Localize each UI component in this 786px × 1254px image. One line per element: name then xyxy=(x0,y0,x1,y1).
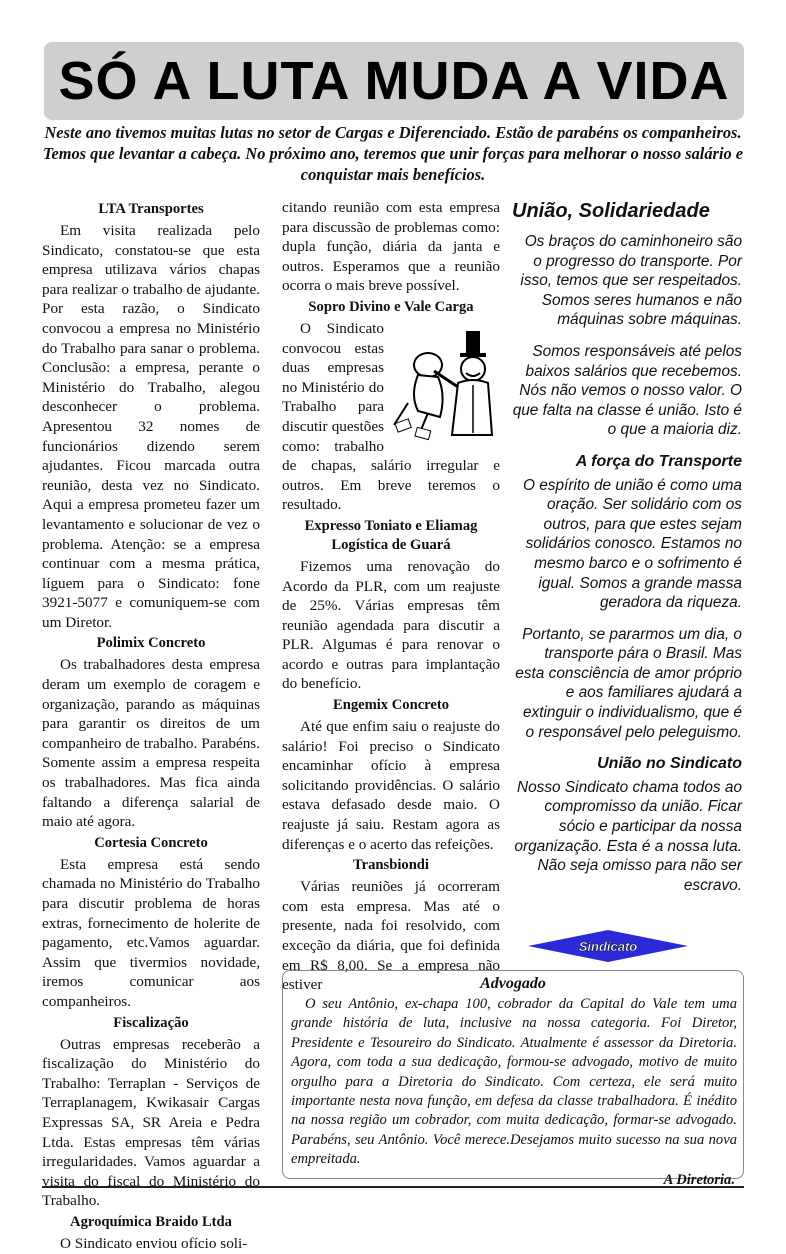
article-text-transbiondi: Várias reuniões já ocorreram com esta empresa. Mas até o presente, nada foi resolvido, com exceção da diária, que foi definida em R$ 8,00. Se a empresa não estiver xyxy=(282,878,500,994)
article-text-cortesia: Esta empresa está sendo chamada no Ministério do Trabalho para discutir problema de horas extras, fornecimento de holerite de pagamento, etc.Vamos aguardar. Assim que tivermios novidade, iremos comunicar aos companheiros. xyxy=(42,855,260,1010)
article-title-agroquimica: Agroquímica Braido Ltda xyxy=(70,1213,232,1230)
article-text-lta: Em visita realizada pelo Sindicato, constatou-se que esta empresa utilizava vários chapas para realizar o trabalho de ajudante. Por esta razão, o Sindicato convocou a empresa no Ministério do Trabalho para sanar o problema. Conclusão: a empresa, perante o Ministério do Trabalho, alegou desconhecer o problema. Apresentou 32 nomes de funcionários dizendo serem ajudantes. Ficou marcada outra reunião, desta vez no Sindicato. Aqui a empresa prometeu fazer um levantamento e solucionar de vez o problema. Atenção: se a empresa continuar com a mesma prática, líguem para o Sindicato: fone 3921-5077 e comuniquem-se com um Diretor. xyxy=(42,222,260,631)
sidebar-paragraph-2: Somos responsáveis até pelos baixos salários que recebemos. Nós não vemos o nosso valor. O que falta na classe é união. Isto é o que a maioria diz. xyxy=(512,342,742,439)
headline: SÓ A LUTA MUDA A VIDA xyxy=(58,51,730,111)
column-1 xyxy=(42,198,260,1254)
lawyer-signature: A Diretoria. xyxy=(663,1171,735,1188)
badge-label: Sindicato xyxy=(578,939,638,954)
sidebar-paragraph-5: Nosso Sindicato chama todos ao compromisso da união. Ficar sócio e participar da nossa organização. Esta é a nossa luta. Não seja omisso para não ser escravo. xyxy=(514,778,742,894)
article-text-fiscalizacao: Outras empresas receberão a fiscalização do Ministério do Trabalho: Terraplan - Serviços de Terraplanagem, Kwikasair Cargas Expressas SA, SR Areia e Pedra Ltda. Estas empresas têm várias irregularidades. Vamos aguardar a visita do fiscal do Ministério do Trabalho. xyxy=(42,1035,260,1210)
lawyer-title: Advogado xyxy=(480,975,546,992)
article-title-sopro: Sopro Divino e Vale Carga xyxy=(308,298,474,315)
sidebar-heading-forca: A força do Transporte xyxy=(575,452,742,470)
article-title-engemix: Engemix Concreto xyxy=(332,697,450,714)
article-title-polimix: Polimix Concreto xyxy=(96,635,206,652)
lawyer-box xyxy=(282,970,744,1188)
article-text-agroquimica-continued: citando reunião com esta empresa para discussão de problemas como: dupla função, diária da janta e outros. Esperamos que a reunião ocorra o mais breve possível. xyxy=(282,199,500,295)
article-text-sopro: O Sindicato convocou estas duas empresas no Ministério do Trabalho para discutir questões como: trabalho de chapas, salário irregular e outros. Em breve teremos o resultado. xyxy=(282,319,500,514)
article-title-transbiondi: Transbiondi xyxy=(353,857,429,874)
bottom-divider xyxy=(42,1186,744,1188)
article-title-lta: LTA Transportes xyxy=(98,201,204,217)
article-text-polimix: Os trabalhadores desta empresa deram um exemplo de coragem e organização, parando as máquinas para garantir os direitos de um companheiro de trabalho. Parabéns. Somente assim a empresa respeita os trabalhadores. Mas fica ainda faltando a diferença salarial de maio até agora. xyxy=(42,656,260,831)
article-text-toniato: Fizemos uma renovação do Acordo da PLR, com um reajuste de 25%. Várias empresas têm reunião agendada para discutir a PLR. Algumas é para renovar o acordo e outras para implantação do benefício. xyxy=(282,557,500,693)
article-text-agroquimica-start: O Sindicato enviou ofício soli- xyxy=(60,1234,248,1252)
cartoon-illustration xyxy=(388,325,500,445)
sidebar-paragraph-1: Os braços do caminhoneiro são o progresso do transporte. Por isso, temos que ser respeitados. Somos seres humanos e não máquinas sobre máquinas. xyxy=(520,233,742,329)
lawyer-text: O seu Antônio, ex-chapa 100, cobrador da Capital do Vale tem uma grande história de luta, inclusive na nossa categoria. Foi Diretor, Presidente e Tesoureiro do Sindicato. Atualmente é assessor da Diretoria. Agora, com toda a sua dedicação, formou-se advogado, motivo de muito orgulho para a Diretoria do Sindicato. Com certeza, ele será muito importante nesta nova função, em defesa da classe trabalhadora. É inédito na nossa região um cobrador, com muita dedicação, formar-se advogado. Parabéns, seu Antônio. Você merece.Desejamos muito sucesso na sua nova empreitada. xyxy=(291,996,737,1168)
article-title-cortesia: Cortesia Concreto xyxy=(94,834,208,851)
sindicato-badge xyxy=(528,928,688,964)
article-title-toniato: Expresso Toniato e Eliamag Logística de Guará xyxy=(304,517,478,553)
article-title-fiscalizacao: Fiscalização xyxy=(113,1014,189,1031)
sidebar-paragraph-4: Portanto, se pararmos um dia, o transporte pára o Brasil. Mas esta consciência de amor próprio e aos familiares ajudará a extinguir o individualismo, que é o responsável pelo peleguismo. xyxy=(515,625,742,741)
sidebar-heading-uniao-sindicato: União no Sindicato xyxy=(597,755,742,773)
sidebar-paragraph-3: O espírito de união é como uma oração. Ser solidário com os outros, para que estes sejam solidários conosco. Estamos no mesmo barco e o sofrimento é igual. Somos a grande massa geradora da riqueza. xyxy=(522,476,742,612)
intro-paragraph: Neste ano tivemos muitas lutas no setor de Cargas e Diferenciado. Estão de parabéns os companheiros. Temos que levantar a cabeça. No próximo ano, teremos que unir forças para melhorar o nosso salário e conquistar mais benefícios. xyxy=(42,123,744,184)
sidebar-title: União, Solidariedade xyxy=(512,200,710,222)
column-2 xyxy=(282,198,500,995)
article-text-engemix: Até que enfim saiu o reajuste do salário! Foi preciso o Sindicato encaminhar ofício à empresa solicitando providências. O salário estava defasado desde maio. O reajuste já saiu. Restam agora as diferenças e o acerto das refeições. xyxy=(282,718,500,853)
headline-banner xyxy=(44,42,744,120)
sidebar-column xyxy=(512,196,742,907)
